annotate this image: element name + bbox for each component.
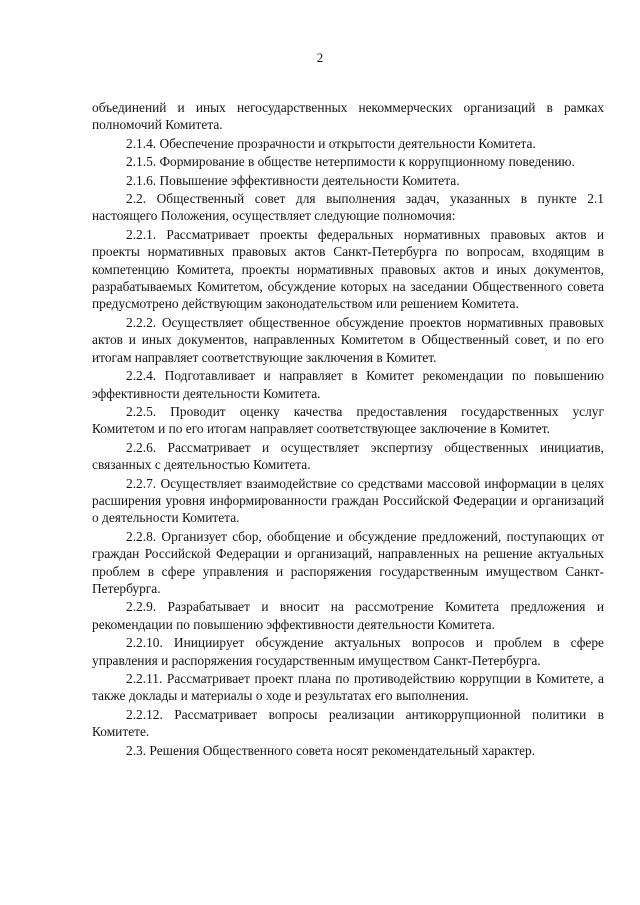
paragraph-2-2-2: 2.2.2. Осуществляет общественное обсуждение проектов нормативных правовых актов и иных документов, направленных Комитетом в Общественный совет, и по его итогам направляет соответствующие заключения в Комитет. (92, 314, 604, 365)
paragraph-2-2-8: 2.2.8. Организует сбор, обобщение и обсуждение предложений, поступающих от граждан Российской Федерации и организаций, направленных на решение актуальных проблем в сфере управления и распоряжения государственным имуществом Санкт-Петербурга. (92, 528, 604, 596)
paragraph-2-2-6: 2.2.6. Рассматривает и осуществляет экспертизу общественных инициатив, связанных с деятельностью Комитета. (92, 439, 604, 473)
document-body (92, 99, 604, 760)
paragraph-2-2-9: 2.2.9. Разрабатывает и вносит на рассмотрение Комитета предложения и рекомендации по повышению эффективности деятельности Комитета. (92, 599, 604, 632)
paragraph-2-2-11: 2.2.11. Рассматривает проект плана по противодействию коррупции в Комитете, а также доклады и материалы о ходе и результатах его выполнения. (92, 671, 604, 704)
paragraph-2-1-6: 2.1.6. Повышение эффективности деятельности Комитета. (126, 172, 460, 188)
paragraph-2-2-4: 2.2.4. Подготавливает и направляет в Комитет рекомендации по повышению эффективности деятельности Комитета. (92, 368, 604, 401)
paragraph-2-2-5: 2.2.5. Проводит оценку качества предоставления государственных услуг Комитетом и по его итогам направляет соответствующее заключение в Комитет. (92, 403, 604, 437)
paragraph-2-2-12: 2.2.12. Рассматривает вопросы реализации антикоррупционной политики в Комитете. (92, 706, 604, 740)
paragraph-2-1-5: 2.1.5. Формирование в обществе нетерпимости к коррупционному поведению. (126, 154, 575, 170)
page-number: 2 (316, 50, 324, 65)
paragraph-2-2-7: 2.2.7. Осуществляет взаимодействие со средствами массовой информации в целях расширения уровня информированности граждан Российской Федерации и организаций о деятельности Комитета. (92, 475, 604, 526)
paragraph-2-2-1: 2.2.1. Рассматривает проекты федеральных нормативных правовых актов и проекты нормативных правовых актов Санкт-Петербурга по вопросам, входящим в компетенцию Комитета, проекты нормативных правовых актов и иных документов, разрабатываемых Комитетом, обсуждение которых на заседании Общественного совета предусмотрено действующим законодательством или решением Комитета. (92, 226, 604, 312)
paragraph-2-1-4: 2.1.4. Обеспечение прозрачности и открытости деятельности Комитета. (126, 135, 536, 151)
paragraph-2-2-10: 2.2.10. Инициирует обсуждение актуальных вопросов и проблем в сфере управления и распоряжения государственным имуществом Санкт-Петербурга. (92, 635, 604, 668)
paragraph-2-3: 2.3. Решения Общественного совета носят рекомендательный характер. (126, 742, 536, 758)
paragraph-2-2: 2.2. Общественный совет для выполнения задач, указанных в пункте 2.1 настоящего Положения, осуществляет следующие полномочия: (92, 191, 604, 224)
paragraph-continuation: объединений и иных негосударственных некоммерческих организаций в рамках полномочий Комитета. (92, 100, 604, 133)
